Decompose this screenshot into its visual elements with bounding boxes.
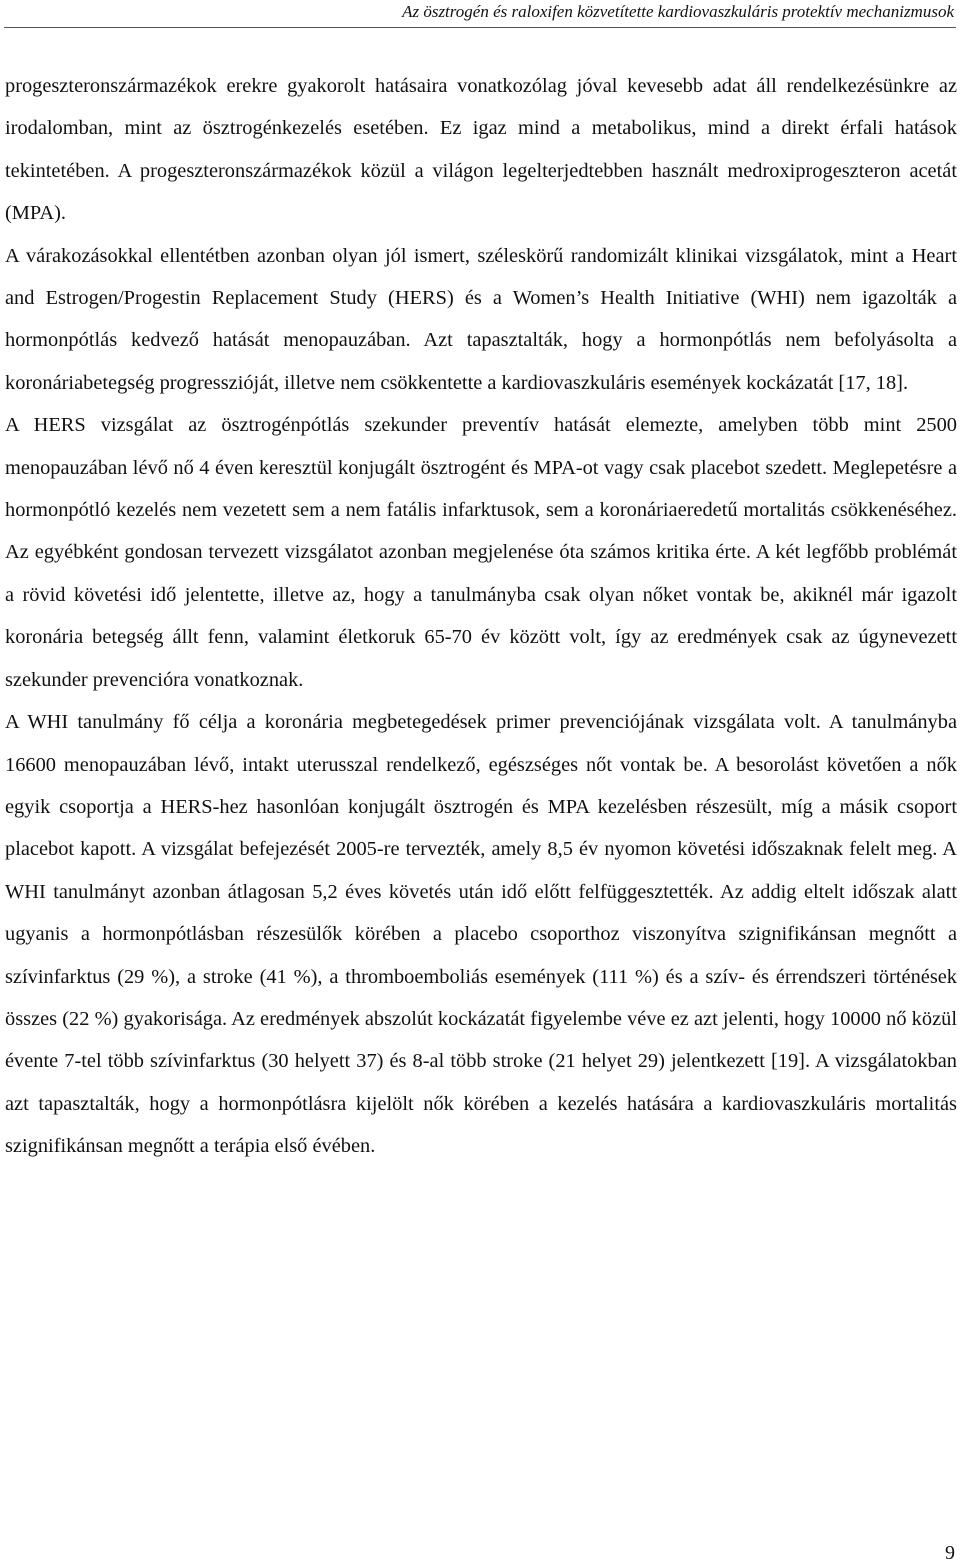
header-divider [4, 27, 956, 28]
running-header-title: Az ösztrogén és raloxifen közvetítette kardiovaszkuláris protektív mechanizmusok [402, 2, 954, 21]
paragraph: A HERS vizsgálat az ösztrogénpótlás szekunder preventív hatását elemezte, amelyben több mint 2500 menopauzában lévő nő 4 éven keresztül konjugált ösztrogént és MPA-ot vagy csak placebot szedett. Meglepetésre a hormonpótló kezelés nem vezetett sem a nem fatális infarktusok, sem a koronáriaeredetű mortalitás csökkenéséhez. Az egyébként gondosan tervezett vizsgálatot azonban megjelenése óta számos kritika érte. A két legfőbb problémát a rövid követési idő jelentette, illetve az, hogy a tanulmányba csak olyan nőket vontak be, akiknél már igazolt koronária betegség állt fenn, valamint életkoruk 65-70 év között volt, így az eredmények csak az úgynevezett szekunder prevencióra vonatkoznak. [5, 414, 957, 691]
paragraph: A WHI tanulmány fő célja a koronária megbetegedések primer prevenciójának vizsgálata volt. A tanulmányba 16600 menopauzában lévő, intakt uterusszal rendelkező, egészséges nőt vontak be. A besorolást követően a nők egyik csoportja a HERS-hez hasonlóan konjugált ösztrogén és MPA kezelésben részesült, míg a másik csoport placebot kapott. A vizsgálat befejezését 2005-re tervezték, amely 8,5 év nyomon követési időszaknak felelt meg. A WHI tanulmányt azonban átlagosan 5,2 éves követés után idő előtt felfüggesztették. Az addig eltelt időszak alatt ugyanis a hormonpótlásban részesülők körében a placebo csoporthoz viszonyítva szignifikánsan megnőtt a szívinfarktus (29 %), a stroke (41 %), a thromboemboliás események (111 %) és a szív- és érrendszeri történések összes (22 %) gyakorisága. Az eredmények abszolút kockázatát figyelembe véve ez azt jelenti, hogy 10000 nő közül évente 7-tel több szívinfarktus (30 helyett 37) és 8-al több stroke (21 helyet 29) jelentkezett [19]. A vizsgálatokban azt tapasztalták, hogy a hormonpótlásra kijelölt nők körében a kezelés hatására a kardiovaszkuláris mortalitás szignifikánsan megnőtt a terápia első évében. [5, 711, 957, 1158]
paragraph: progeszteronszármazékok erekre gyakorolt hatásaira vonatkozólag jóval kevesebb adat áll rendelkezésünkre az irodalomban, mint az ösztrogénkezelés esetében. Ez igaz mind a metabolikus, mind a direkt érfali hatások tekintetében. A progeszteronszármazékok közül a világon legelterjedtebben használt medroxiprogeszteron acetát (MPA). [5, 75, 957, 225]
paragraph: A várakozásokkal ellentétben azonban olyan jól ismert, széleskörű randomizált klinikai vizsgálatok, mint a Heart and Estrogen/Progestin Replacement Study (HERS) és a Women’s Health Initiative (WHI) nem igazolták a hormonpótlás kedvező hatását menopauzában. Azt tapasztalták, hogy a hormonpótlás nem befolyásolta a koronáriabetegség progresszióját, illetve nem csökkentette a kardiovaszkuláris események kockázatát [17, 18]. [5, 244, 957, 394]
page-number: 9 [945, 1542, 955, 1564]
document-body [5, 65, 957, 1168]
